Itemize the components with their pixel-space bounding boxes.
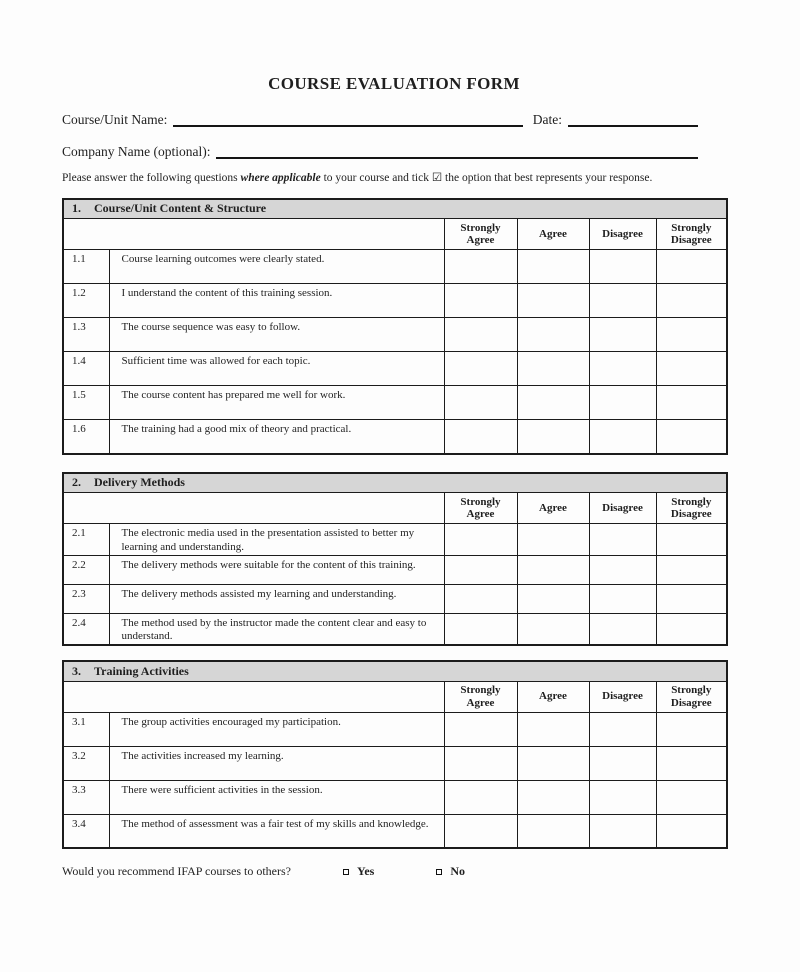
yes-option[interactable] [343, 864, 374, 879]
table-row [63, 712, 727, 746]
section-number: 3. [72, 663, 81, 678]
rating-cell-strongly-disagree-1.4[interactable] [656, 352, 727, 386]
statement-header-blank [63, 681, 444, 712]
rating-cell-strongly-agree-1.2[interactable] [444, 284, 517, 318]
item-number: 2.4 [63, 613, 109, 645]
rating-cell-disagree-1.1[interactable] [589, 250, 656, 284]
rating-header-strongly-agree: Strongly Agree [444, 219, 517, 250]
rating-cell-strongly-agree-2.4[interactable] [444, 613, 517, 645]
rating-cell-strongly-agree-3.2[interactable] [444, 746, 517, 780]
recommend-question-row [62, 864, 726, 879]
rating-header-agree: Agree [517, 681, 589, 712]
rating-cell-agree-2.1[interactable] [517, 524, 589, 556]
course-unit-name-input-line[interactable] [173, 123, 522, 127]
item-number: 3.4 [63, 814, 109, 848]
rating-cell-agree-1.2[interactable] [517, 284, 589, 318]
rating-cell-disagree-2.2[interactable] [589, 555, 656, 584]
rating-cell-disagree-1.5[interactable] [589, 386, 656, 420]
section-header-bar [63, 199, 727, 219]
rating-cell-disagree-3.3[interactable] [589, 780, 656, 814]
rating-cell-strongly-agree-1.1[interactable] [444, 250, 517, 284]
rating-cell-strongly-disagree-3.4[interactable] [656, 814, 727, 848]
section-header-bar [63, 473, 727, 493]
rating-cell-strongly-agree-2.3[interactable] [444, 584, 517, 613]
recommend-question-text: Would you recommend IFAP courses to others? [62, 864, 291, 879]
table-row [63, 555, 727, 584]
item-statement: The group activities encouraged my participation. [109, 712, 444, 746]
ticked-checkbox-icon: ☑ [431, 172, 443, 184]
rating-cell-disagree-1.4[interactable] [589, 352, 656, 386]
rating-cell-strongly-disagree-2.1[interactable] [656, 524, 727, 556]
item-statement: The course content has prepared me well for work. [109, 386, 444, 420]
item-statement: Sufficient time was allowed for each topic. [109, 352, 444, 386]
rating-header-strongly-agree: Strongly Agree [444, 493, 517, 524]
table-row [63, 284, 727, 318]
item-statement: Course learning outcomes were clearly stated. [109, 250, 444, 284]
rating-cell-strongly-disagree-2.4[interactable] [656, 613, 727, 645]
item-number: 1.4 [63, 352, 109, 386]
rating-cell-strongly-agree-3.1[interactable] [444, 712, 517, 746]
rating-cell-strongly-agree-3.4[interactable] [444, 814, 517, 848]
table-row [63, 386, 727, 420]
rating-cell-disagree-1.3[interactable] [589, 318, 656, 352]
section-table-course-unit-content-structure [62, 198, 728, 455]
rating-cell-strongly-disagree-2.3[interactable] [656, 584, 727, 613]
item-number: 1.2 [63, 284, 109, 318]
rating-cell-strongly-agree-1.6[interactable] [444, 420, 517, 454]
section-title: Delivery Methods [94, 475, 185, 490]
table-row [63, 318, 727, 352]
item-number: 1.1 [63, 250, 109, 284]
instructions-emphasis: where applicable [240, 172, 321, 184]
company-field-row [62, 139, 698, 160]
rating-cell-agree-3.4[interactable] [517, 814, 589, 848]
table-row [63, 420, 727, 454]
no-option-label: No [450, 864, 466, 879]
rating-cell-strongly-disagree-3.2[interactable] [656, 746, 727, 780]
course-date-field-row [62, 107, 698, 128]
rating-cell-strongly-disagree-3.1[interactable] [656, 712, 727, 746]
rating-cell-disagree-1.2[interactable] [589, 284, 656, 318]
item-number: 3.1 [63, 712, 109, 746]
date-input-line[interactable] [568, 123, 698, 127]
rating-cell-strongly-disagree-1.3[interactable] [656, 318, 727, 352]
rating-header-strongly-disagree: Strongly Disagree [656, 681, 727, 712]
item-number: 2.1 [63, 524, 109, 556]
item-statement: The method used by the instructor made the content clear and easy to understand. [109, 613, 444, 645]
item-statement: The method of assessment was a fair test of my skills and knowledge. [109, 814, 444, 848]
rating-cell-disagree-2.1[interactable] [589, 524, 656, 556]
section-table-training-activities [62, 660, 728, 849]
rating-cell-agree-2.2[interactable] [517, 555, 589, 584]
item-number: 1.6 [63, 420, 109, 454]
table-row [63, 780, 727, 814]
rating-header-strongly-disagree: Strongly Disagree [656, 493, 727, 524]
item-number: 3.2 [63, 746, 109, 780]
section-number: 2. [72, 475, 81, 490]
rating-cell-agree-1.4[interactable] [517, 352, 589, 386]
section-title: Training Activities [94, 663, 189, 678]
rating-cell-strongly-agree-1.4[interactable] [444, 352, 517, 386]
rating-cell-disagree-1.6[interactable] [589, 420, 656, 454]
item-statement: The training had a good mix of theory and practical. [109, 420, 444, 454]
rating-cell-disagree-2.3[interactable] [589, 584, 656, 613]
company-name-label: Company Name (optional): [62, 144, 211, 159]
rating-cell-strongly-agree-2.1[interactable] [444, 524, 517, 556]
no-option[interactable] [436, 864, 465, 879]
page-title: COURSE EVALUATION FORM [268, 74, 520, 93]
item-number: 2.2 [63, 555, 109, 584]
rating-header-disagree: Disagree [589, 493, 656, 524]
rating-cell-strongly-disagree-1.1[interactable] [656, 250, 727, 284]
table-row [63, 814, 727, 848]
course-unit-name-label: Course/Unit Name: [62, 112, 168, 127]
table-row [63, 524, 727, 556]
rating-cell-strongly-disagree-1.5[interactable] [656, 386, 727, 420]
table-row [63, 352, 727, 386]
rating-cell-strongly-agree-1.5[interactable] [444, 386, 517, 420]
rating-cell-strongly-agree-3.3[interactable] [444, 780, 517, 814]
company-name-input-line[interactable] [216, 155, 698, 159]
rating-cell-agree-2.3[interactable] [517, 584, 589, 613]
item-statement: The activities increased my learning. [109, 746, 444, 780]
rating-header-strongly-agree: Strongly Agree [444, 681, 517, 712]
rating-header-disagree: Disagree [589, 219, 656, 250]
rating-cell-agree-3.1[interactable] [517, 712, 589, 746]
rating-cell-strongly-agree-2.2[interactable] [444, 555, 517, 584]
statement-header-blank [63, 219, 444, 250]
rating-cell-disagree-2.4[interactable] [589, 613, 656, 645]
item-statement: There were sufficient activities in the session. [109, 780, 444, 814]
rating-cell-strongly-disagree-2.2[interactable] [656, 555, 727, 584]
rating-header-agree: Agree [517, 219, 589, 250]
item-number: 1.3 [63, 318, 109, 352]
rating-cell-agree-3.3[interactable] [517, 780, 589, 814]
item-number: 1.5 [63, 386, 109, 420]
rating-cell-agree-1.5[interactable] [517, 386, 589, 420]
item-number: 3.3 [63, 780, 109, 814]
table-row [63, 613, 727, 645]
instructions-text [62, 171, 710, 186]
item-number: 2.3 [63, 584, 109, 613]
rating-header-agree: Agree [517, 493, 589, 524]
section-title: Course/Unit Content & Structure [94, 201, 267, 216]
item-statement: The delivery methods assisted my learning and understanding. [109, 584, 444, 613]
rating-cell-disagree-3.4[interactable] [589, 814, 656, 848]
item-statement: The course sequence was easy to follow. [109, 318, 444, 352]
table-row [63, 250, 727, 284]
rating-cell-agree-1.3[interactable] [517, 318, 589, 352]
table-row [63, 746, 727, 780]
item-statement: The electronic media used in the presentation assisted to better my learning and understanding. [109, 524, 444, 556]
rating-cell-agree-1.1[interactable] [517, 250, 589, 284]
rating-cell-agree-1.6[interactable] [517, 420, 589, 454]
rating-cell-strongly-disagree-1.6[interactable] [656, 420, 727, 454]
rating-cell-agree-3.2[interactable] [517, 746, 589, 780]
statement-header-blank [63, 493, 444, 524]
yes-checkbox-icon[interactable] [343, 869, 349, 875]
instructions-mid: to your course and tick [320, 172, 432, 184]
rating-header-disagree: Disagree [589, 681, 656, 712]
no-checkbox-icon[interactable] [436, 869, 442, 875]
rating-cell-disagree-3.1[interactable] [589, 712, 656, 746]
date-label: Date: [532, 112, 562, 127]
rating-cell-disagree-3.2[interactable] [589, 746, 656, 780]
instructions-post: the option that best represents your response. [442, 172, 653, 184]
table-row [63, 584, 727, 613]
rating-header-strongly-disagree: Strongly Disagree [656, 219, 727, 250]
item-statement: The delivery methods were suitable for the content of this training. [109, 555, 444, 584]
section-number: 1. [72, 201, 81, 216]
rating-cell-strongly-disagree-1.2[interactable] [656, 284, 727, 318]
rating-cell-agree-2.4[interactable] [517, 613, 589, 645]
item-statement: I understand the content of this training session. [109, 284, 444, 318]
rating-cell-strongly-disagree-3.3[interactable] [656, 780, 727, 814]
yes-option-label: Yes [357, 864, 375, 879]
instructions-pre: Please answer the following questions [62, 172, 241, 184]
rating-cell-strongly-agree-1.3[interactable] [444, 318, 517, 352]
evaluation-sections [62, 198, 726, 850]
section-header-bar [63, 661, 727, 681]
section-table-delivery-methods [62, 472, 728, 647]
